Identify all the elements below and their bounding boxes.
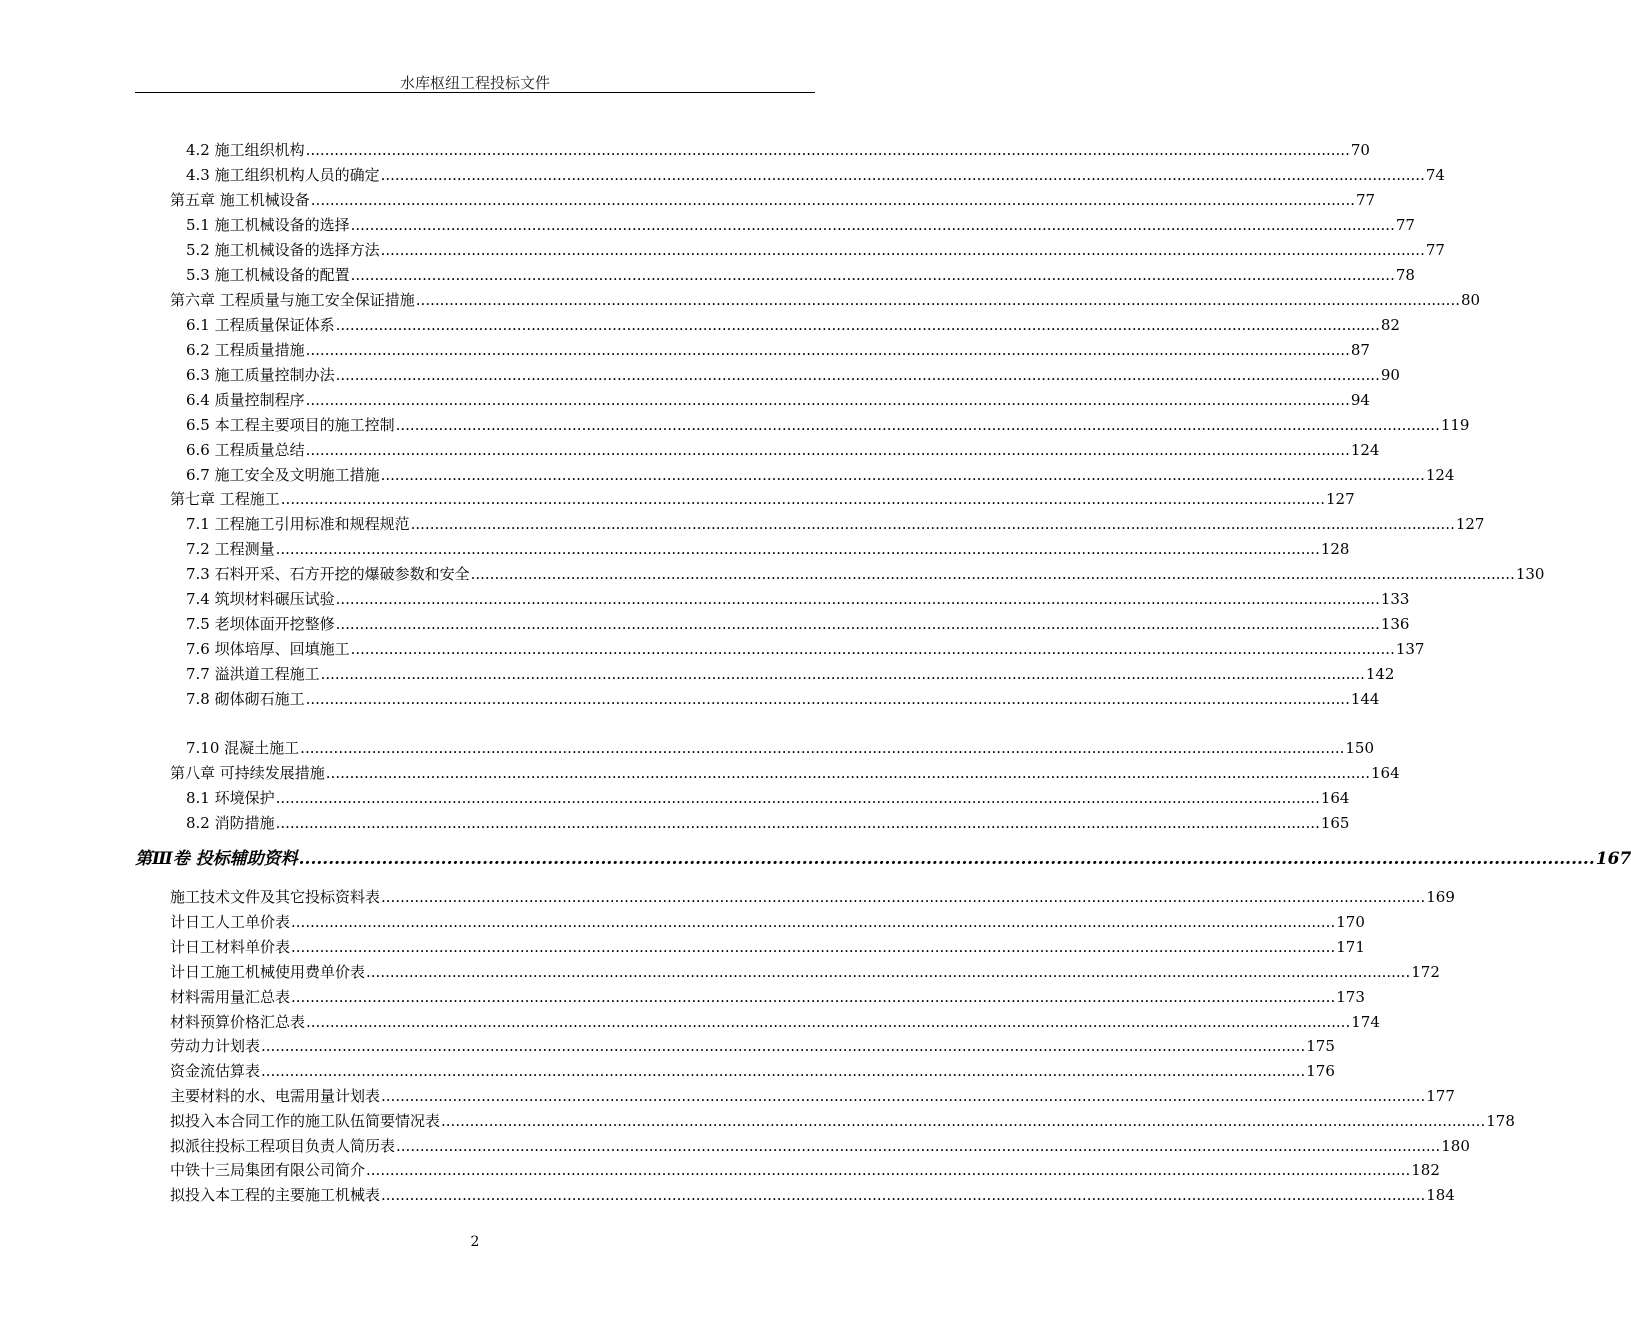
toc-page: 182 — [1411, 1161, 1440, 1179]
toc-entry[interactable] — [170, 911, 1365, 933]
toc-label: 施工技术文件及其它投标资料表 — [170, 888, 381, 906]
toc-leader: ........................................................................................................................................................................................................................... — [320, 665, 1365, 683]
toc-label: 8.1 环境保护 — [186, 789, 275, 807]
toc-page: 171 — [1336, 938, 1365, 956]
toc-leader: ........................................................................................................................................................................................................................... — [380, 241, 1425, 259]
page-number: 2 — [470, 1234, 480, 1250]
toc-leader: ........................................................................................................................................................................................................................... — [396, 1137, 1441, 1155]
toc-entry[interactable] — [170, 1035, 1335, 1057]
toc-entry[interactable] — [186, 812, 1350, 834]
toc-leader: ........................................................................................................................................................................................................................... — [275, 540, 1320, 558]
toc-leader: ........................................................................................................................................................................................................................... — [366, 1161, 1411, 1179]
toc-entry[interactable] — [170, 762, 1400, 784]
toc-leader: ........................................................................................................................................................................................................................... — [291, 988, 1336, 1006]
toc-page: 178 — [1486, 1112, 1515, 1130]
toc-leader: ........................................................................................................................................................................................................................... — [305, 690, 1350, 708]
toc-label: 5.2 施工机械设备的选择方法 — [186, 241, 380, 259]
toc-page: 74 — [1425, 166, 1445, 184]
toc-leader: ........................................................................................................................................................................................................................... — [380, 166, 1425, 184]
toc-entry[interactable] — [186, 638, 1425, 660]
toc-leader: ........................................................................................................................................................................................................................... — [381, 1087, 1426, 1105]
toc-page: 77 — [1395, 216, 1415, 234]
toc-label: 7.8 砌体砌石施工 — [186, 690, 305, 708]
toc-leader: ........................................................................................................................................................................................................................... — [415, 291, 1460, 309]
toc-page: 169 — [1426, 888, 1455, 906]
toc-page: 87 — [1350, 341, 1370, 359]
toc-label: 6.4 质量控制程序 — [186, 391, 305, 409]
toc-leader: ........................................................................................................................................................................................................................... — [305, 341, 1350, 359]
toc-entry[interactable] — [186, 613, 1410, 635]
toc-entry[interactable] — [186, 538, 1350, 560]
toc-leader: ........................................................................................................................................................................................................................... — [275, 814, 1320, 832]
toc-label: 拟投入本工程的主要施工机械表 — [170, 1186, 381, 1204]
header-rule — [135, 92, 815, 93]
toc-leader: ........................................................................................................................................................................................................................... — [298, 849, 1595, 869]
toc-label: 6.1 工程质量保证体系 — [186, 316, 335, 334]
toc-page: 124 — [1350, 441, 1380, 459]
toc-page: 137 — [1395, 640, 1425, 658]
toc-leader: ........................................................................................................................................................................................................................... — [335, 615, 1380, 633]
toc-label: 中铁十三局集团有限公司简介 — [170, 1161, 366, 1179]
toc-label: 5.3 施工机械设备的配置 — [186, 266, 350, 284]
toc-leader: ........................................................................................................................................................................................................................... — [441, 1112, 1486, 1130]
toc-page: 80 — [1461, 291, 1481, 309]
toc-page: 167 — [1595, 849, 1631, 869]
toc-page: 176 — [1306, 1062, 1335, 1080]
toc-page: 175 — [1306, 1037, 1335, 1055]
toc-volume-entry[interactable] — [135, 846, 1631, 872]
toc-entry[interactable] — [170, 961, 1440, 983]
toc-page: 172 — [1411, 963, 1440, 981]
toc-entry[interactable] — [186, 439, 1380, 461]
toc-entry[interactable] — [186, 164, 1445, 186]
toc-page: 128 — [1320, 540, 1350, 558]
toc-label: 第五章 施工机械设备 — [170, 191, 310, 209]
toc-leader: ........................................................................................................................................................................................................................... — [305, 441, 1350, 459]
toc-label: 4.2 施工组织机构 — [186, 141, 305, 159]
toc-label: 计日工施工机械使用费单价表 — [170, 963, 366, 981]
toc-label: 7.6 坝体培厚、回填施工 — [186, 640, 350, 658]
toc-entry[interactable] — [186, 314, 1400, 336]
toc-label: 8.2 消防措施 — [186, 814, 275, 832]
toc-label: 拟派往投标工程项目负责人简历表 — [170, 1137, 396, 1155]
toc-page: 164 — [1371, 764, 1400, 782]
toc-page: 184 — [1426, 1186, 1455, 1204]
toc-label: 材料预算价格汇总表 — [170, 1013, 306, 1031]
toc-label: 5.1 施工机械设备的选择 — [186, 216, 350, 234]
toc-page: 119 — [1440, 416, 1470, 434]
toc-label: 6.7 施工安全及文明施工措施 — [186, 466, 380, 484]
toc-leader: ........................................................................................................................................................................................................................... — [366, 963, 1411, 981]
toc-label: 劳动力计划表 — [170, 1037, 261, 1055]
toc-entry[interactable] — [170, 1011, 1380, 1033]
toc-page: 94 — [1350, 391, 1370, 409]
toc-entry[interactable] — [186, 787, 1350, 809]
toc-label: 6.2 工程质量措施 — [186, 341, 305, 359]
toc-label: 6.5 本工程主要项目的施工控制 — [186, 416, 395, 434]
toc-leader: ........................................................................................................................................................................................................................... — [275, 789, 1320, 807]
toc-page: 180 — [1441, 1137, 1470, 1155]
toc-entry[interactable] — [186, 414, 1470, 436]
toc-leader: ........................................................................................................................................................................................................................... — [261, 1037, 1306, 1055]
toc-entry[interactable] — [186, 139, 1370, 161]
toc-label: 7.4 筑坝材料碾压试验 — [186, 590, 335, 608]
toc-page: 78 — [1395, 266, 1415, 284]
toc-entry[interactable] — [186, 464, 1455, 486]
toc-label: 7.3 石料开采、石方开挖的爆破参数和安全 — [186, 565, 470, 583]
toc-leader: ........................................................................................................................................................................................................................... — [350, 266, 1395, 284]
toc-leader: ........................................................................................................................................................................................................................... — [335, 590, 1380, 608]
toc-leader: ........................................................................................................................................................................................................................... — [350, 216, 1395, 234]
toc-page: 164 — [1320, 789, 1350, 807]
toc-label: 7.1 工程施工引用标准和规程规范 — [186, 515, 410, 533]
toc-entry[interactable] — [170, 886, 1455, 908]
toc-page: 127 — [1326, 490, 1355, 508]
toc-label: 第七章 工程施工 — [170, 490, 280, 508]
toc-entry[interactable] — [170, 1110, 1515, 1132]
toc-page: 124 — [1425, 466, 1455, 484]
toc-entry[interactable] — [170, 1135, 1470, 1157]
toc-leader: ........................................................................................................................................................................................................................... — [381, 1186, 1426, 1204]
toc-label: 计日工材料单价表 — [170, 938, 291, 956]
toc-leader: ........................................................................................................................................................................................................................... — [305, 391, 1350, 409]
toc-entry[interactable] — [186, 364, 1400, 386]
toc-label: 6.3 施工质量控制办法 — [186, 366, 335, 384]
toc-label: 拟投入本合同工作的施工队伍简要情况表 — [170, 1112, 441, 1130]
toc-label: 6.6 工程质量总结 — [186, 441, 305, 459]
toc-page: 130 — [1515, 565, 1545, 583]
toc-page: 165 — [1320, 814, 1350, 832]
toc-leader: ........................................................................................................................................................................................................................... — [335, 316, 1380, 334]
toc-entry[interactable] — [186, 737, 1375, 759]
toc-leader: ........................................................................................................................................................................................................................... — [350, 640, 1395, 658]
toc-page: 174 — [1351, 1013, 1380, 1031]
toc-entry[interactable] — [186, 339, 1370, 361]
toc-page: 136 — [1380, 615, 1410, 633]
toc-leader: ........................................................................................................................................................................................................................... — [325, 764, 1370, 782]
toc-label: 材料需用量汇总表 — [170, 988, 291, 1006]
toc-leader: ........................................................................................................................................................................................................................... — [306, 1013, 1351, 1031]
toc-entry[interactable] — [170, 1085, 1455, 1107]
toc-page: 127 — [1455, 515, 1485, 533]
toc-page: 170 — [1336, 913, 1365, 931]
toc-page: 70 — [1350, 141, 1370, 159]
toc-label: 资金流估算表 — [170, 1062, 261, 1080]
toc-leader: ........................................................................................................................................................................................................................... — [280, 490, 1325, 508]
toc-entry[interactable] — [170, 986, 1365, 1008]
toc-entry[interactable] — [186, 588, 1410, 610]
toc-entry[interactable] — [170, 1184, 1455, 1206]
toc-label: 7.5 老坝体面开挖整修 — [186, 615, 335, 633]
toc-page: 150 — [1345, 739, 1375, 757]
toc-entry[interactable] — [170, 488, 1355, 510]
toc-leader: ........................................................................................................................................................................................................................... — [410, 515, 1455, 533]
toc-page: 144 — [1350, 690, 1380, 708]
toc-leader: ........................................................................................................................................................................................................................... — [291, 913, 1336, 931]
toc-leader: ........................................................................................................................................................................................................................... — [335, 366, 1380, 384]
document-header: 水库枢纽工程投标文件 — [399, 74, 550, 92]
toc-label: 计日工人工单价表 — [170, 913, 291, 931]
toc-entry[interactable] — [170, 289, 1481, 311]
toc-page: 142 — [1365, 665, 1395, 683]
toc-label: 第六章 工程质量与施工安全保证措施 — [170, 291, 415, 309]
toc-leader: ........................................................................................................................................................................................................................... — [291, 938, 1336, 956]
toc-label: 4.3 施工组织机构人员的确定 — [186, 166, 380, 184]
toc-page: 82 — [1380, 316, 1400, 334]
toc-entry[interactable] — [186, 214, 1415, 236]
toc-label: 7.2 工程测量 — [186, 540, 275, 558]
toc-leader: ........................................................................................................................................................................................................................... — [261, 1062, 1306, 1080]
toc-leader: ........................................................................................................................................................................................................................... — [305, 141, 1350, 159]
toc-entry[interactable] — [186, 264, 1415, 286]
toc-label: 7.10 混凝土施工 — [186, 739, 300, 757]
toc-entry[interactable] — [170, 936, 1365, 958]
toc-entry[interactable] — [186, 688, 1380, 710]
toc-entry[interactable] — [186, 389, 1370, 411]
toc-entry[interactable] — [170, 1159, 1440, 1181]
toc-leader: ........................................................................................................................................................................................................................... — [470, 565, 1515, 583]
toc-label: 第八章 可持续发展措施 — [170, 764, 325, 782]
toc-leader: ........................................................................................................................................................................................................................... — [395, 416, 1440, 434]
toc-page: 173 — [1336, 988, 1365, 1006]
toc-entry[interactable] — [186, 663, 1395, 685]
toc-label: 第Ⅲ卷 投标辅助资料 — [135, 849, 298, 869]
toc-entry[interactable] — [186, 239, 1445, 261]
toc-page: 77 — [1356, 191, 1376, 209]
toc-page: 133 — [1380, 590, 1410, 608]
toc-page: 177 — [1426, 1087, 1455, 1105]
toc-leader: ........................................................................................................................................................................................................................... — [300, 739, 1345, 757]
toc-page: 77 — [1425, 241, 1445, 259]
toc-leader: ........................................................................................................................................................................................................................... — [381, 888, 1426, 906]
toc-entry[interactable] — [170, 1060, 1335, 1082]
toc-leader: ........................................................................................................................................................................................................................... — [380, 466, 1425, 484]
toc-entry[interactable] — [170, 189, 1376, 211]
toc-entry[interactable] — [186, 563, 1545, 585]
toc-page: 90 — [1380, 366, 1400, 384]
toc-leader: ........................................................................................................................................................................................................................... — [310, 191, 1355, 209]
toc-label: 主要材料的水、电需用量计划表 — [170, 1087, 381, 1105]
toc-label: 7.7 溢洪道工程施工 — [186, 665, 320, 683]
toc-entry[interactable] — [186, 513, 1485, 535]
